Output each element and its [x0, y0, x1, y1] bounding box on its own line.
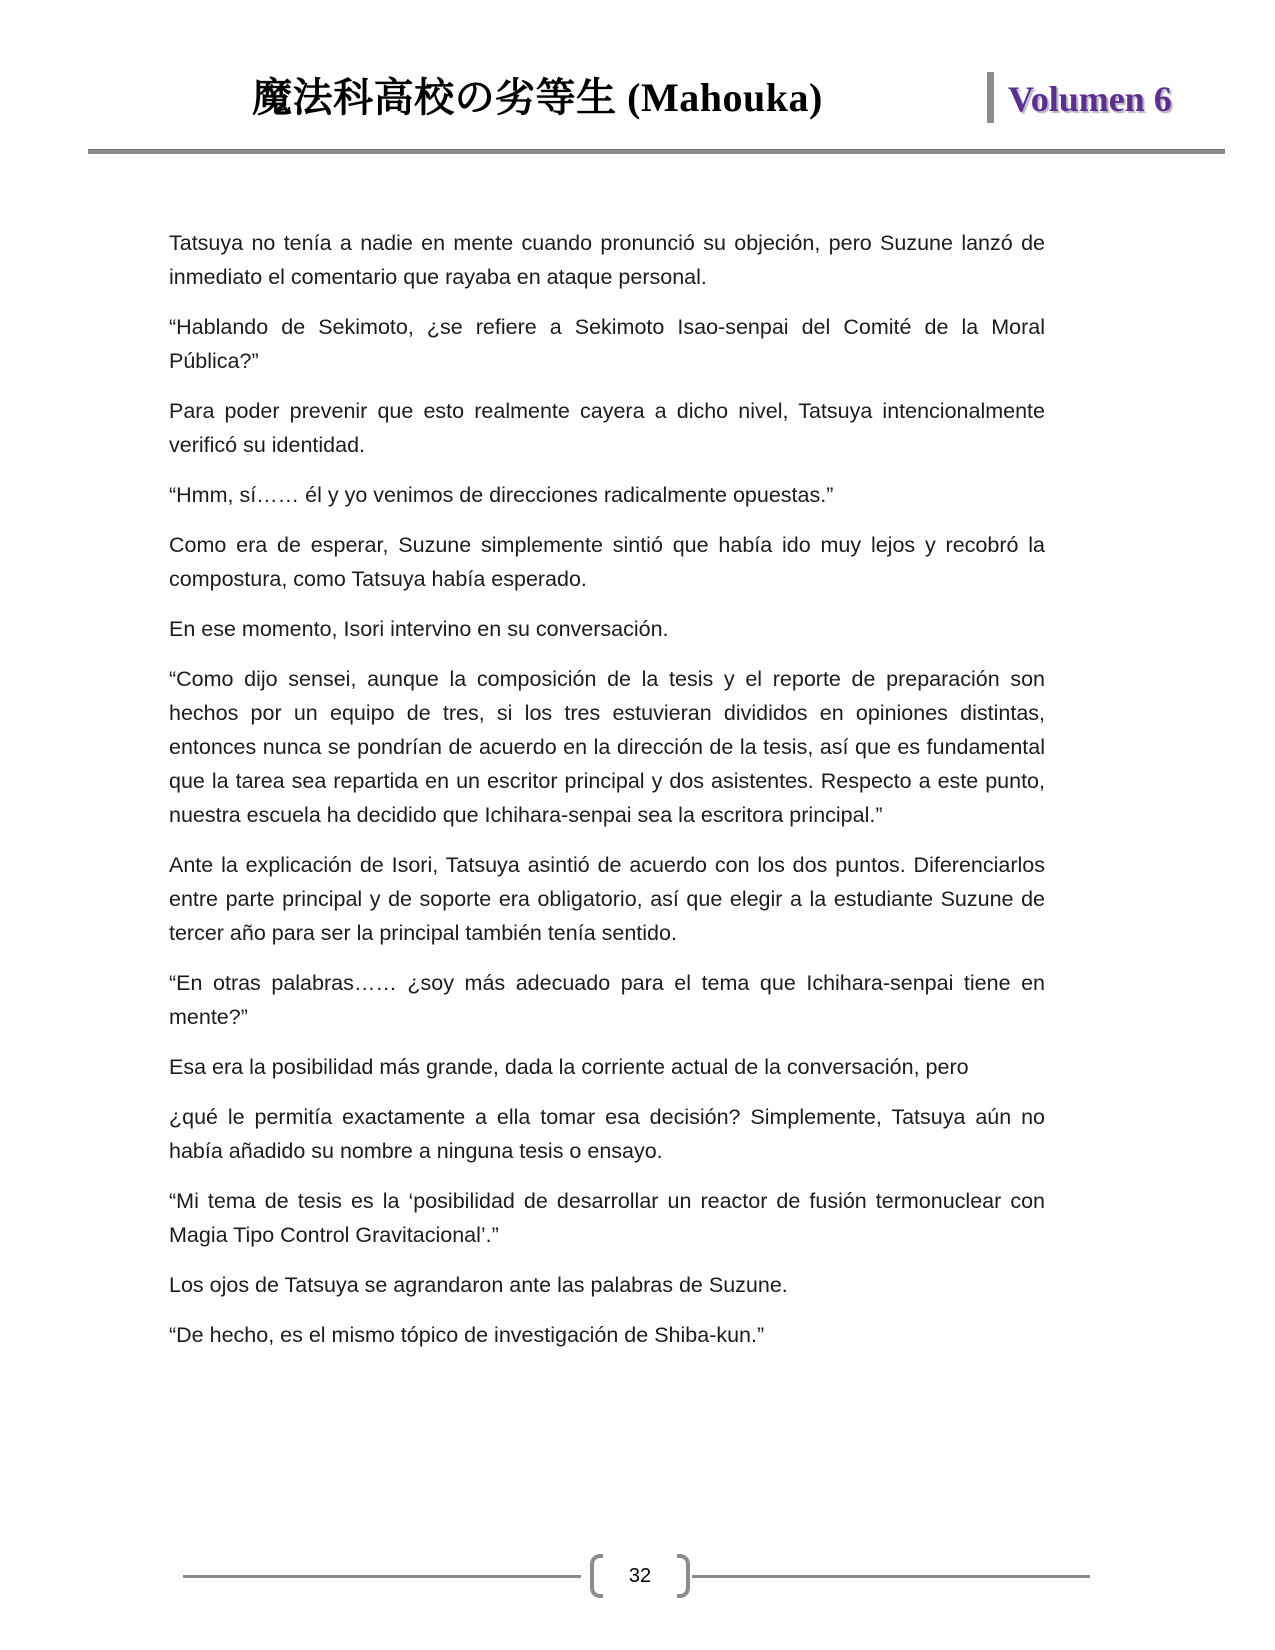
paragraph: Los ojos de Tatsuya se agrandaron ante las palabras de Suzune. — [169, 1273, 788, 1297]
paragraph: “Hablando de Sekimoto, ¿se refiere a Sekimoto Isao-senpai del Comité de la Moral Pública?” — [169, 315, 1045, 373]
page-number-bracket-left — [590, 1554, 603, 1598]
paragraph: “En otras palabras…… ¿soy más adecuado para el tema que Ichihara-senpai tiene en mente?” — [169, 971, 1045, 1029]
volume-cell — [994, 66, 1225, 123]
paragraph: Ante la explicación de Isori, Tatsuya asintió de acuerdo con los dos puntos. Diferenciarlos entre parte principal y de soporte era obligatorio, así que elegir a la estudiante Suzune de tercer año para ser la principal también tenía sentido. — [169, 853, 1045, 945]
page-footer — [183, 1553, 1090, 1599]
paragraph: Para poder prevenir que esto realmente cayera a dicho nivel, Tatsuya intencionalmente verificó su identidad. — [169, 399, 1045, 457]
page-number-bracket-right — [677, 1554, 690, 1598]
body-paragraphs — [169, 226, 1045, 1352]
header-horizontal-rule — [88, 149, 1225, 154]
paragraph: “Mi tema de tesis es la ‘posibilidad de desarrollar un reactor de fusión termonuclear con Magia Tipo Control Gravitacional’.” — [169, 1189, 1045, 1247]
paragraph: “De hecho, es el mismo tópico de investigación de Shiba-kun.” — [169, 1323, 765, 1347]
paragraph: Como era de esperar, Suzune simplemente sintió que había ido muy lejos y recobró la compostura, como Tatsuya había esperado. — [169, 533, 1045, 591]
document-title: 魔法科高校の劣等生 (Mahouka) — [252, 75, 823, 120]
paragraph: ¿qué le permitía exactamente a ella tomar esa decisión? Simplemente, Tatsuya aún no había añadido su nombre a ninguna tesis o ensayo. — [169, 1105, 1045, 1163]
paragraph: “Hmm, sí…… él y yo venimos de direcciones radicalmente opuestas.” — [169, 483, 834, 507]
paragraph: En ese momento, Isori intervino en su conversación. — [169, 617, 669, 641]
header-title-cell — [88, 66, 987, 123]
page-number: 32 — [628, 1564, 652, 1587]
paragraph: Esa era la posibilidad más grande, dada la corriente actual de la conversación, pero — [169, 1055, 969, 1079]
page-header — [88, 66, 1225, 123]
footer-line-right — [692, 1575, 1090, 1578]
paragraph: Tatsuya no tenía a nadie en mente cuando pronunció su objeción, pero Suzune lanzó de inmediato el comentario que rayaba en ataque personal. — [169, 231, 1045, 289]
volume-label: Volumen 6 — [1008, 79, 1172, 119]
paragraph: “Como dijo sensei, aunque la composición de la tesis y el reporte de preparación son hechos por un equipo de tres, si los tres estuvieran divididos en opiniones distintas, entonces nunca se pondrían de acuerdo en la dirección de la tesis, así que es fundamental que la tarea sea repartida en un escritor principal y dos asistentes. Respecto a este punto, nuestra escuela ha decidido que Ichihara-senpai sea la escritora principal.” — [169, 667, 1045, 827]
header-vertical-divider — [987, 72, 994, 123]
footer-line-left — [183, 1575, 581, 1578]
